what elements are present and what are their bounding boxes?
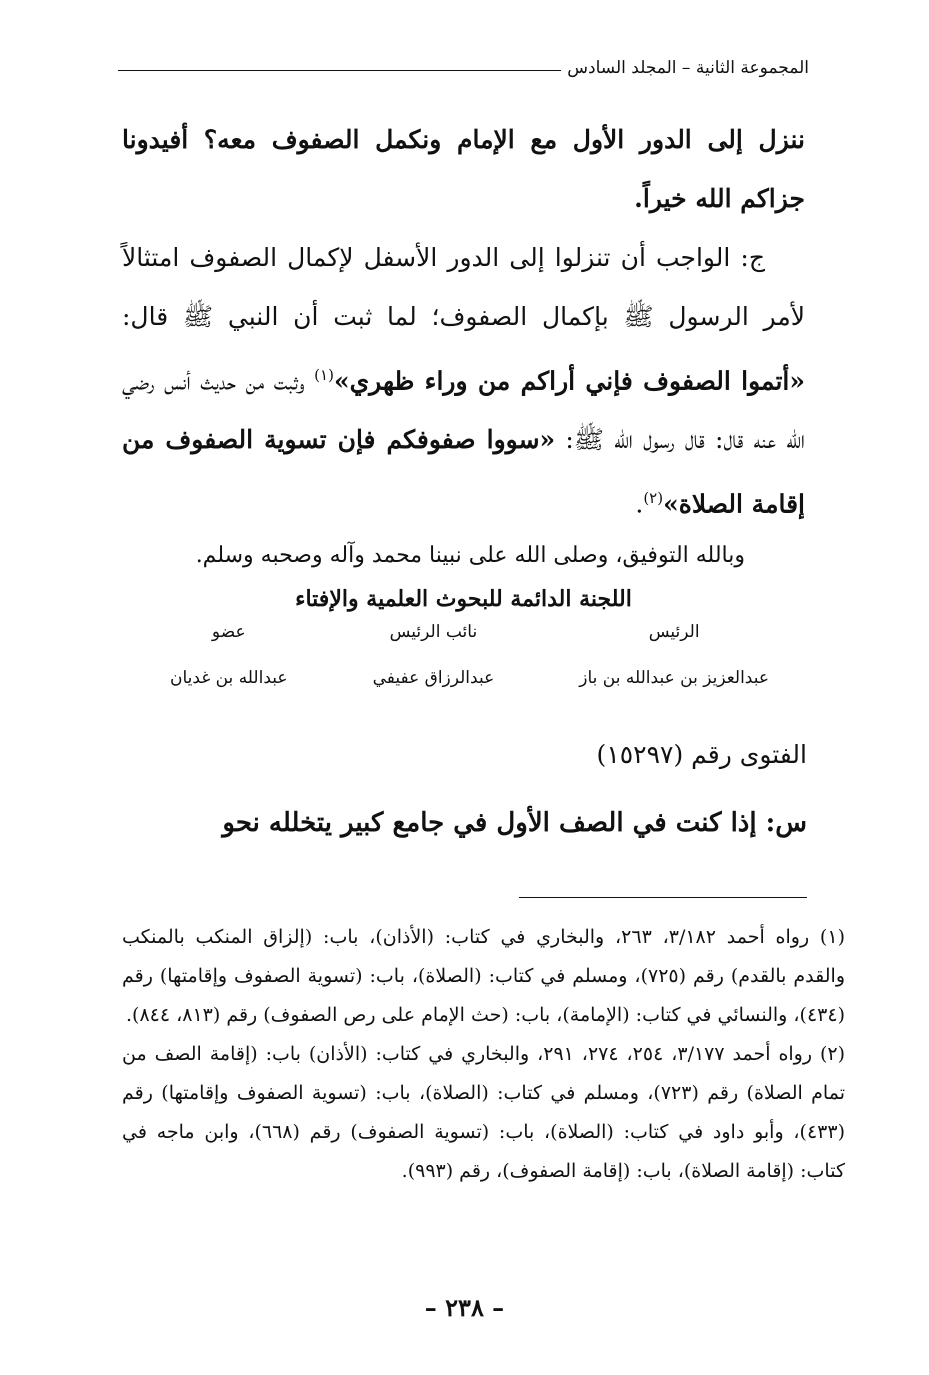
committee-name: اللجنة الدائمة للبحوث العلمية والإفتاء (295, 585, 632, 612)
footnotes (122, 918, 845, 1191)
footnote-2: (٢) رواه أحمد ٣/١٧٧، ٢٥٤، ٢٧٤، ٢٩١، والبخاري في كتاب: (الأذان) باب: (إقامة الصف من تمام الصلاة) رقم (٧٢٣)، ومسلم في كتاب: (الصلاة)، باب: (تسوية الصفوف وإقامتها) رقم (٤٣٣)، وأبو داود في كتاب: (الصلاة)، باب: (تسوية الصفوف) رقم (٦٦٨)، وابن ماجه في كتاب: (إقامة الصلاة)، باب: (إقامة الصفوف)، رقم (٩٩٣). (122, 1043, 846, 1182)
closing-line: وبالله التوفيق، وصلى الله على نبينا محمد وآله وصحبه وسلم. (195, 542, 745, 568)
signature-role: عضو (211, 622, 246, 642)
signatures (170, 622, 769, 688)
running-title: المجموعة الثانية – المجلد السادس (567, 58, 809, 78)
answer-paragraph (122, 228, 805, 534)
answer-mid: وثبت من حديث أنس رضي الله عنه قال: قال رسول الله ﷺ: (122, 366, 805, 455)
signature-name: عبدالعزيز بن عبدالله بن باز (579, 668, 769, 688)
signature-name: عبدالرزاق عفيفي (372, 668, 495, 688)
footnote-1: (١) رواه أحمد ٣/١٨٢، ٢٦٣، والبخاري في كتاب: (الأذان)، باب: (إلزاق المنكب بالمنكب والقدم بالقدم) رقم (٧٢٥)، ومسلم في كتاب: (الصلاة)، باب: (تسوية الصفوف وإقامتها) رقم (٤٣٤)، والنسائي في كتاب: (الإمامة)، باب: (حث الإمام على رص الصفوف) رقم (٨١٣، ٨٤٤). (122, 926, 845, 1026)
signature-vice-president (373, 622, 495, 688)
signature-role: نائب الرئيس (389, 622, 478, 642)
answer-prefix: ج: الواجب أن تنزلوا إلى الدور الأسفل لإكمال الصفوف امتثالاً لأمر الرسول ﷺ بإكمال الصفوف؛ لما ثبت أن النبي ﷺ قال: (122, 243, 805, 331)
running-header (118, 58, 809, 78)
answer-end: . (635, 489, 644, 519)
header-rule (118, 70, 561, 71)
page-number: – ٢٣٨ – (424, 1293, 505, 1322)
signature-president (579, 622, 769, 688)
signature-role: الرئيس (648, 622, 700, 642)
footnote-rule (519, 897, 807, 898)
footnote-ref-2: (٢) (643, 489, 664, 508)
fatwa-number: الفتوى رقم (١٥٢٩٧) (596, 740, 807, 769)
main-text (122, 110, 805, 620)
hadith-2: «سووا صفوفكم فإن تسوية الصفوف من إقامة الصلاة» (122, 425, 805, 519)
question-continuation: ننزل إلى الدور الأول مع الإمام ونكمل الصفوف معه؟ أفيدونا جزاكم الله خيراً. (122, 125, 805, 213)
hadith-1: «أتموا الصفوف فإني أراكم من وراء ظهري» (333, 366, 805, 396)
fatwa-question: س: إذا كنت في الصف الأول في جامع كبير يتخلله نحو (222, 808, 807, 838)
signature-member (170, 622, 288, 688)
footnote-ref-1: (١) (314, 366, 334, 384)
signature-name: عبدالله بن غديان (170, 668, 288, 688)
